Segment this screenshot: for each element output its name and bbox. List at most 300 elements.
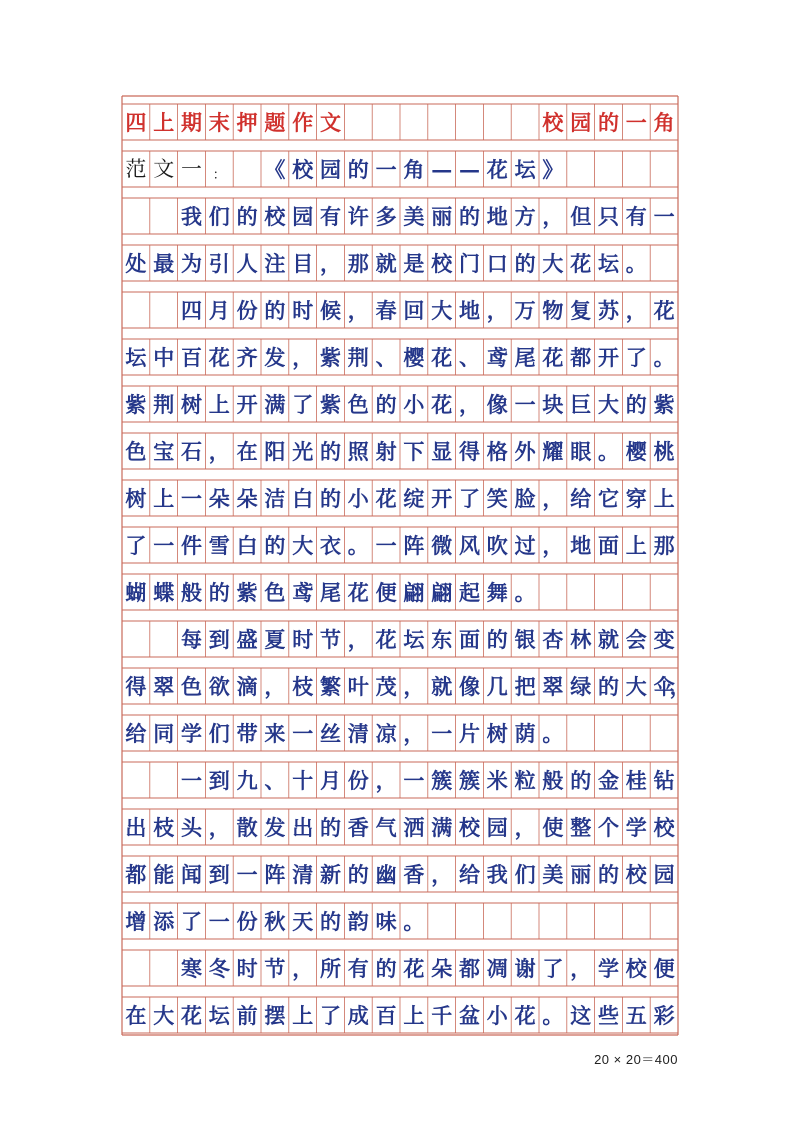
cell-char: 清 [347,720,369,746]
cell-char: 、 [375,344,397,370]
grid-cell [372,245,400,281]
cell-char: 押 [236,109,258,135]
cell-char: 有 [319,203,341,229]
grid-cell [622,715,650,751]
grid-cell [456,809,484,845]
cell-char: 的 [347,861,369,887]
grid-cell [483,621,511,657]
cell-char: 上 [153,485,175,511]
grid-cell [289,245,317,281]
grid-cell [567,574,595,610]
grid-cell [261,480,289,516]
cell-char: 花 [542,344,564,370]
grid-cell [372,151,400,187]
cell-char: ， [208,814,230,840]
cell-char: 我 [180,203,202,229]
cell-char: 前 [236,1002,258,1028]
grid-cell [233,339,261,375]
grid-cell [483,198,511,234]
grid-cell [150,386,178,422]
grid-cell [344,386,372,422]
grid-cell [261,386,289,422]
grid-cell [233,950,261,986]
grid-cell [650,151,678,187]
grid-cell [233,245,261,281]
grid-cell [483,856,511,892]
cell-char: 就 [597,626,619,652]
cell-char: 园 [653,861,675,887]
grid-cell [650,386,678,422]
grid-cell [567,386,595,422]
grid-cell [511,668,539,704]
cell-char: 微 [431,532,453,558]
grid-cell [150,856,178,892]
cell-char: 紫 [319,344,341,370]
grid-cell [511,245,539,281]
cell-char: 同 [153,720,175,746]
grid-cell [400,198,428,234]
grid-cell [456,950,484,986]
cell-char: 。 [514,579,536,605]
grid-cell [428,997,456,1033]
cell-char: 中 [153,344,175,370]
grid-cell [261,339,289,375]
cell-char: 会 [625,626,647,652]
grid-cell [261,245,289,281]
grid-cell [595,198,623,234]
grid-cell [483,433,511,469]
grid-cell [511,527,539,563]
cell-char: 秋 [264,908,286,934]
grid-cell [400,292,428,328]
cell-char: 林 [570,626,592,652]
cell-char: 到 [208,861,230,887]
grid-cell [456,245,484,281]
grid-cell [456,856,484,892]
cell-char: 紫 [653,391,675,417]
grid-cell [122,903,150,939]
grid-cell [428,621,456,657]
grid-cell [178,903,206,939]
grid-cell [205,574,233,610]
grid-cell [289,574,317,610]
cell-char: 花 [375,626,397,652]
grid-cell [567,339,595,375]
grid-cell [567,292,595,328]
cell-char: 摆 [264,1002,286,1028]
cell-char: 花 [431,391,453,417]
grid-cell [150,151,178,187]
cell-char: 一 [236,861,258,887]
grid-cell [150,762,178,798]
grid-cell [400,386,428,422]
grid-cell [483,903,511,939]
cell-char: 的 [375,955,397,981]
cell-char: — [458,156,480,182]
cell-char: 坛 [514,156,536,182]
cell-char: 小 [403,391,425,417]
grid-cell [233,480,261,516]
grid-cell [317,997,345,1033]
grid-cell [539,621,567,657]
grid-cell [233,621,261,657]
grid-cell [205,856,233,892]
grid-cell [122,621,150,657]
grid-cell [650,198,678,234]
cell-char: 范 [125,156,147,181]
cell-char: 白 [236,532,258,558]
grid-cell [428,715,456,751]
cell-char: 口 [486,250,508,276]
cell-char: 校 [625,955,647,981]
grid-cell [344,856,372,892]
grid-cell [456,480,484,516]
cell-char: 翠 [153,673,175,699]
grid-cell [178,527,206,563]
cell-char: 的 [625,391,647,417]
grid-cell [483,809,511,845]
cell-char: 人 [236,250,258,276]
cell-char: 坛 [208,1002,230,1028]
grid-cell [178,762,206,798]
cell-char: 们 [208,203,230,229]
cell-char: 的 [347,156,369,182]
cell-char: 的 [458,203,480,229]
grid-cell [233,856,261,892]
grid-cell [122,997,150,1033]
grid-cell [428,809,456,845]
cell-char: 一 [375,532,397,558]
cell-char: 》 [542,156,564,182]
grid-cell [483,950,511,986]
cell-char: 鸢 [292,579,314,605]
grid-cell [289,856,317,892]
text-row [122,433,678,469]
cell-char: 校 [292,156,314,182]
cell-char: 那 [653,532,675,558]
cell-char: 百 [375,1002,397,1028]
grid-cell [650,527,678,563]
grid-cell [150,104,178,140]
cell-char: 九 [236,767,258,793]
cell-char: 校 [458,814,480,840]
cell-char: 几 [486,673,508,699]
grid-cell [428,762,456,798]
cell-char: 吹 [486,532,508,558]
grid-cell [344,527,372,563]
grid-cell [567,151,595,187]
cell-char: 朵 [236,485,258,511]
cell-char: 光 [292,438,314,464]
grid-cell [595,715,623,751]
grid-cell [205,903,233,939]
grid-cell [400,480,428,516]
grid-cell [205,621,233,657]
grid-cell [261,621,289,657]
grid-cell [372,762,400,798]
grid-cell [622,950,650,986]
grid-cell [317,856,345,892]
grid-cell [178,339,206,375]
cell-char: 的 [208,579,230,605]
cell-char: 新 [319,861,341,887]
cell-char: 园 [486,814,508,840]
grid-cell [567,621,595,657]
grid-cell [178,480,206,516]
grid-cell [622,339,650,375]
grid-cell [205,997,233,1033]
grid-cell [344,292,372,328]
cell-char: ， [264,673,286,699]
cell-char: 杏 [542,626,564,652]
grid-cell [178,809,206,845]
grid-cell [372,292,400,328]
heading-row [122,104,678,140]
grid-cell [650,809,678,845]
cell-char: 一 [375,156,397,182]
grid-cell [622,809,650,845]
grid-cell [372,339,400,375]
cell-char: 了 [125,532,147,558]
cell-char: 下 [403,438,425,464]
grid-cell [178,950,206,986]
cell-char: 角 [403,156,425,182]
grid-cell [456,151,484,187]
cell-char: 像 [486,391,508,417]
cell-char: 块 [542,391,564,417]
cell-char: 的 [319,438,341,464]
cell-char: 枝 [153,814,175,840]
grid-cell [261,151,289,187]
cell-char: 尾 [319,579,341,605]
cell-char: 像 [458,673,480,699]
grid-cell [511,903,539,939]
grid-cell [233,292,261,328]
grid-cell [289,386,317,422]
cell-char: ， [292,955,314,981]
grid-cell [233,574,261,610]
text-row [122,245,678,281]
grid-cell [344,668,372,704]
grid-cell [650,104,678,140]
text-row [122,480,678,516]
cell-char: ， [347,297,369,323]
cell-char: 时 [292,626,314,652]
grid-cell [261,856,289,892]
cell-char: 五 [625,1002,647,1028]
grid-cell [456,339,484,375]
grid-cell [456,621,484,657]
grid-cell [150,339,178,375]
cell-char: 增 [125,908,147,934]
cell-char: 的 [319,908,341,934]
grid-cell [622,997,650,1033]
grid-cell [428,245,456,281]
cell-char: 樱 [625,438,647,464]
grid-cell [344,715,372,751]
text-row [122,668,691,704]
grid-cell [428,292,456,328]
grid-cell [428,527,456,563]
grid-cell [622,198,650,234]
grid-cell [372,715,400,751]
cell-char: 文 [319,109,341,135]
grid-cell [539,856,567,892]
grid-cell [289,950,317,986]
grid-cell [317,480,345,516]
cell-char: 格 [486,438,508,464]
grid-cell [122,715,150,751]
cell-char: 。 [347,532,369,558]
grid-cell [456,997,484,1033]
grid-cell [233,104,261,140]
grid-cell [289,809,317,845]
grid-cell [539,762,567,798]
grid-cell [344,339,372,375]
grid-cell [344,997,372,1033]
grid-cell [150,715,178,751]
cell-char: 那 [347,250,369,276]
grid-cell [233,997,261,1033]
grid-cell [511,104,539,140]
cell-char: 显 [431,438,453,464]
cell-char: 坛 [125,344,147,370]
cell-char: 冬 [208,955,230,981]
cell-char: 上 [653,485,675,511]
grid-cell [400,151,428,187]
grid-cell [178,198,206,234]
cell-char: 最 [153,250,175,276]
cell-char: 荆 [347,344,369,370]
cell-char: 在 [236,438,258,464]
grid-cell [650,292,678,328]
grid-cell [122,245,150,281]
cell-char: 衣 [319,532,341,558]
cell-char: ， [458,391,480,417]
grid-cell [650,950,678,986]
grid-cell [595,480,623,516]
grid-cell [372,809,400,845]
cell-char: 节 [319,626,341,652]
cell-char: 紫 [125,391,147,417]
grid-cell [289,715,317,751]
cell-char: 色 [347,391,369,417]
grid-cell [400,527,428,563]
cell-char: 凉 [375,720,397,746]
grid-cell [122,574,150,610]
cell-char: 彩 [653,1002,675,1028]
grid-cell [428,386,456,422]
grid-cell [511,433,539,469]
grid-cell [622,762,650,798]
cell-char: 开 [236,391,258,417]
cell-char: 四 [125,109,147,135]
cell-char: 园 [570,109,592,135]
grid-cell [595,574,623,610]
cell-char: 大 [597,391,619,417]
cell-char: 香 [347,814,369,840]
cell-char: 色 [180,673,202,699]
cell-char: 米 [486,767,508,793]
cell-char: 一 [292,720,314,746]
grid-cell [317,574,345,610]
cell-char: 一 [153,532,175,558]
grid-cell [122,386,150,422]
grid-cell [650,433,678,469]
cell-char: 脸 [514,485,536,511]
cell-char: 一 [514,391,536,417]
cell-char: 粒 [514,767,536,793]
cell-char: 都 [458,955,480,981]
cell-char: 月 [208,297,230,323]
cell-char: 许 [347,203,369,229]
cell-char: 的 [597,861,619,887]
grid-cell [428,574,456,610]
text-row [122,762,678,798]
cell-char: 紫 [236,579,258,605]
grid-cell [233,433,261,469]
text-row [122,950,678,986]
cell-char: 引 [208,250,230,276]
cell-char: 射 [375,438,397,464]
cell-char: 蝴 [125,579,147,605]
cell-char: 的 [486,626,508,652]
cell-char: 校 [431,250,453,276]
cell-char: 百 [180,344,202,370]
cell-char: 眼 [570,438,592,464]
grid-cell [650,668,691,704]
cell-char: 些 [597,1002,619,1028]
cell-char: 蝶 [153,579,175,605]
cell-char: 一 [653,203,675,229]
cell-char: 使 [542,814,564,840]
text-row [122,198,678,234]
text-row [122,527,678,563]
grid-cell [511,151,539,187]
grid-cell [400,809,428,845]
cell-char: 一 [431,720,453,746]
cell-char: 花 [403,955,425,981]
cell-char: 翠 [542,673,564,699]
cell-char: ， [208,438,230,464]
grid-cell [344,762,372,798]
grid-cell [400,997,428,1033]
grid-cell [150,809,178,845]
cell-char: 头 [180,814,202,840]
cell-char: ： [212,167,226,183]
grid-cell [233,715,261,751]
grid-cell [622,104,650,140]
grid-cell [150,903,178,939]
cell-char: 在 [125,1002,147,1028]
cell-char: 巨 [570,391,592,417]
cell-char: 了 [319,1002,341,1028]
grid-cell [567,715,595,751]
grid-cell [122,433,150,469]
grid-cell [595,997,623,1033]
cell-char: 了 [542,955,564,981]
grid-cell [428,433,456,469]
grid-cell [150,245,178,281]
grid-cell [205,292,233,328]
cell-char: 穿 [625,485,647,511]
grid-cell [233,151,261,187]
grid-cell [344,433,372,469]
grid-cell [539,809,567,845]
grid-cell [261,198,289,234]
cell-char: 了 [180,908,202,934]
grid-cell [456,574,484,610]
